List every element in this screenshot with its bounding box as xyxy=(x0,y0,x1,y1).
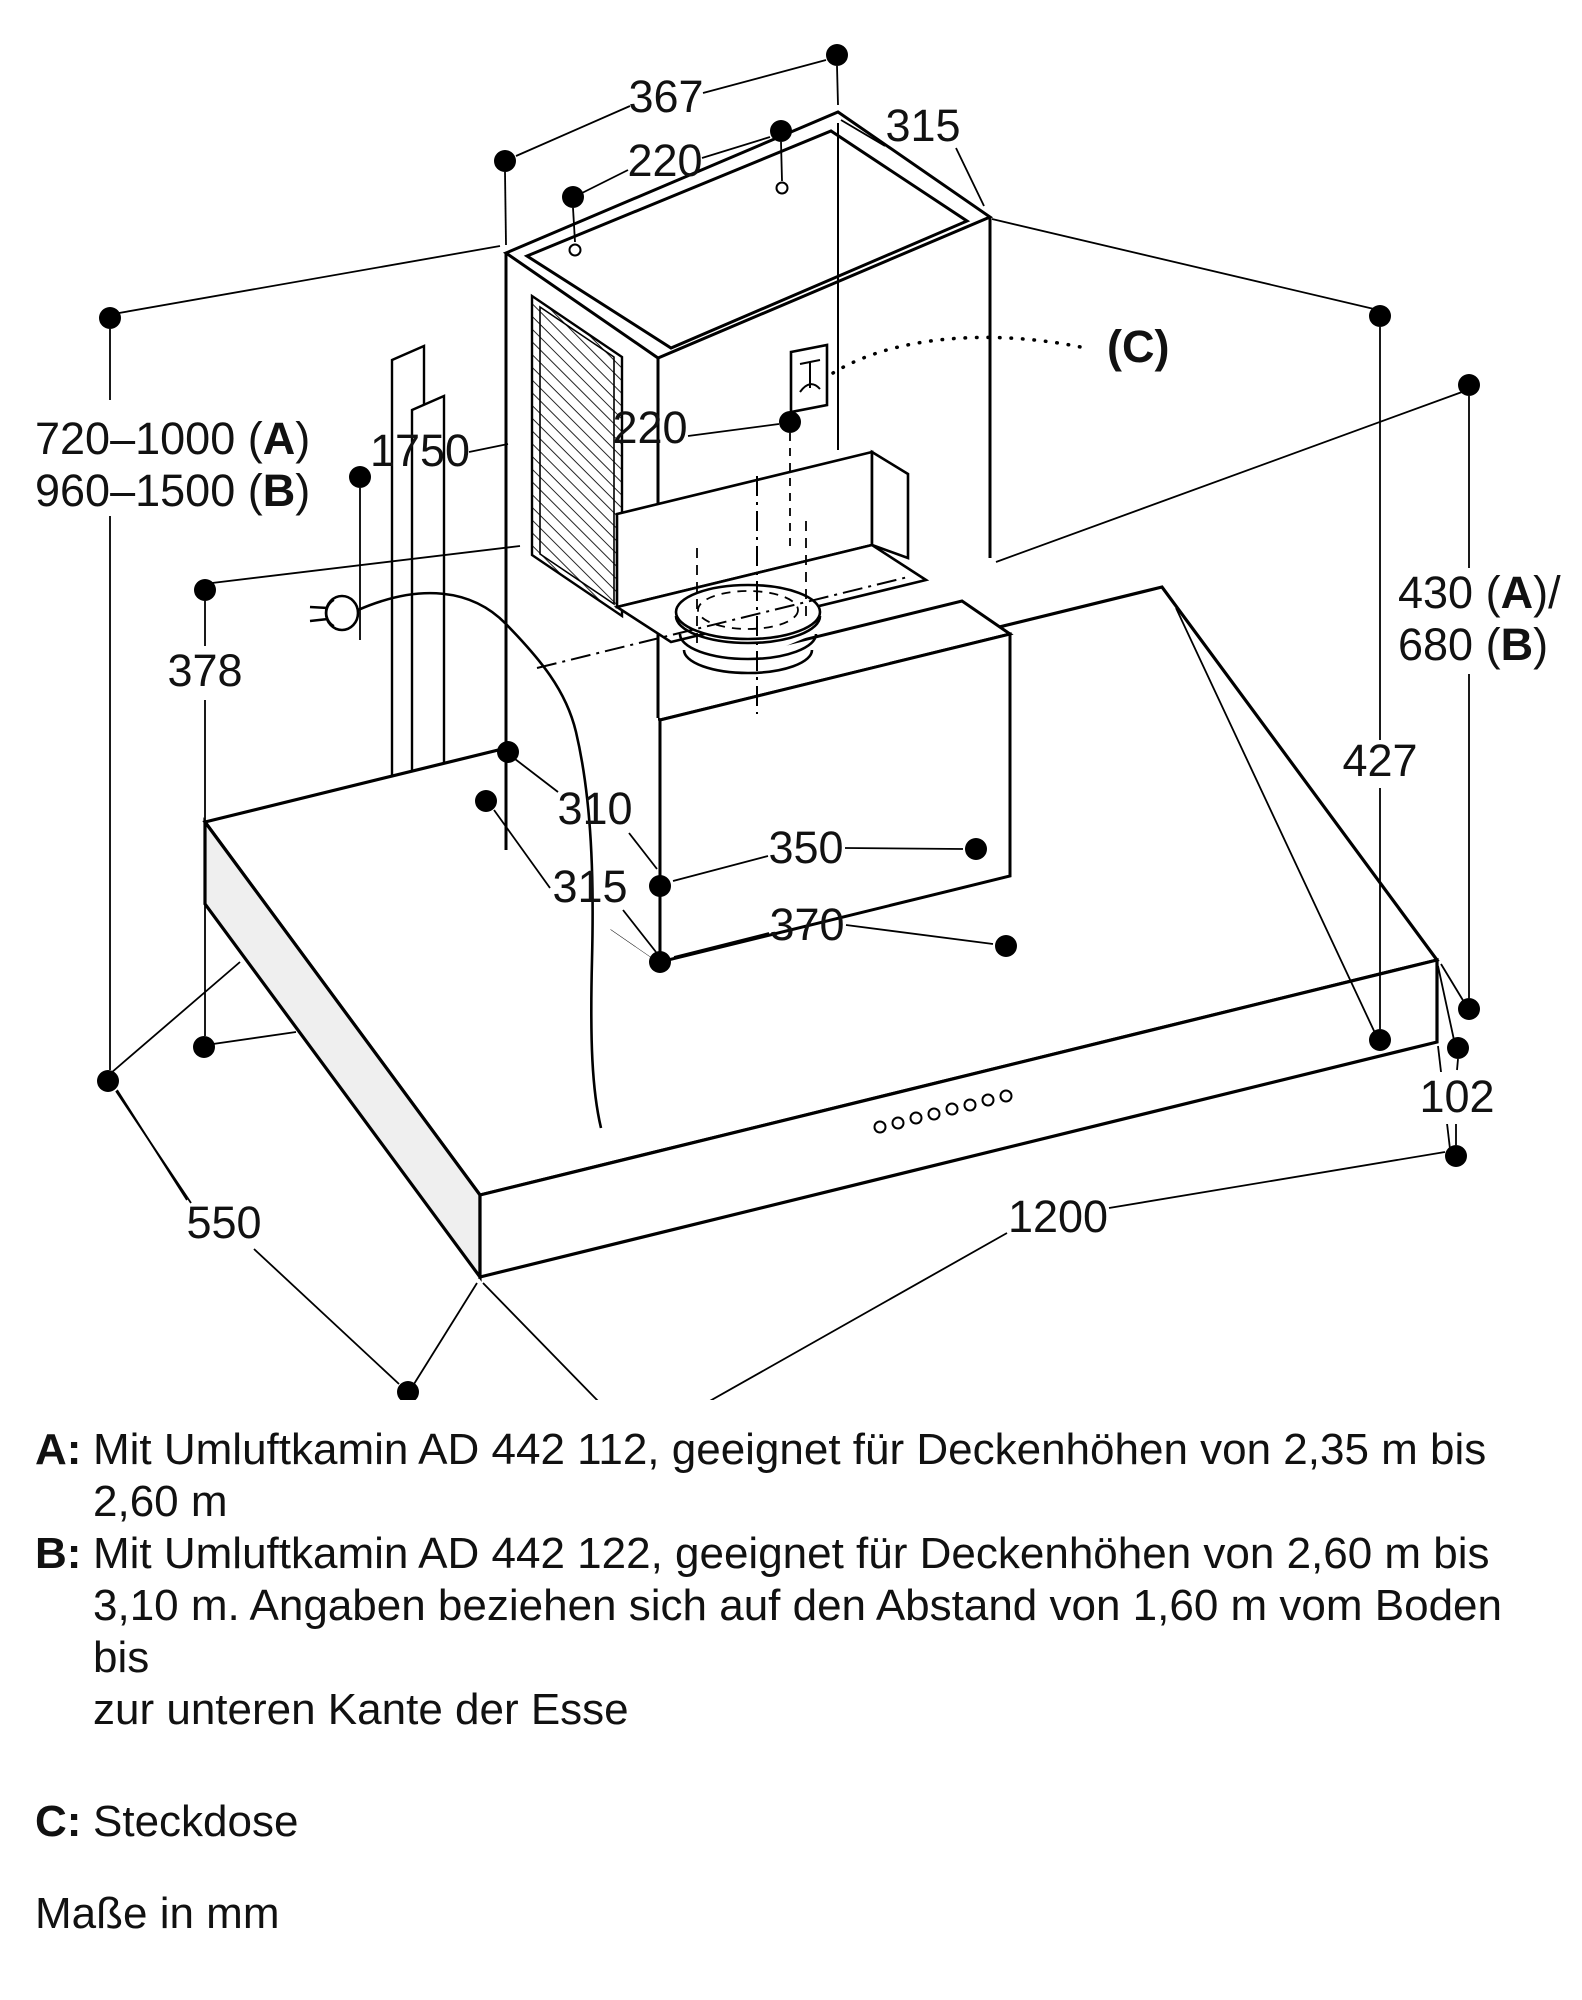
dim-top-holes-label: 220 xyxy=(627,135,703,186)
dim-chimney-b-label: 680 (B) xyxy=(1398,619,1549,670)
note-a-line2: 2,60 m xyxy=(93,1477,228,1526)
dim-dot xyxy=(826,44,848,66)
note-a-label: A: xyxy=(35,1425,82,1474)
power-plug-icon xyxy=(310,596,358,630)
dim-canopy-width-label: 1200 xyxy=(1007,1191,1109,1242)
note-a-line1: Mit Umluftkamin AD 442 112, geeignet für Deckenhöhen von 2,35 m bis xyxy=(93,1425,1487,1474)
dim-lower-depth-label: 315 xyxy=(552,861,628,912)
dim-canopy-height-label: 102 xyxy=(1419,1071,1495,1122)
socket-ref-label: (C) xyxy=(1107,321,1170,372)
dim-dot xyxy=(1458,998,1480,1020)
dim-dot xyxy=(475,790,497,812)
dim-dot xyxy=(99,307,121,329)
dim-dot xyxy=(1458,374,1480,396)
dim-duct-section-height-label: 427 xyxy=(1342,735,1418,786)
dim-dot xyxy=(1447,1037,1469,1059)
rim-hole xyxy=(570,245,581,256)
dim-upper-width-label: 350 xyxy=(768,822,844,873)
note-c-label: C: xyxy=(35,1797,82,1846)
dim-dot xyxy=(1369,1029,1391,1051)
units-note: Maße in mm xyxy=(35,1889,280,1938)
note-b xyxy=(35,1528,1555,1736)
dim-range-b-label: 960–1500 (B) xyxy=(35,465,311,516)
dim-cord-height-label: 378 xyxy=(167,645,243,696)
dim-dot xyxy=(349,466,371,488)
dim-canopy-depth-label: 550 xyxy=(186,1197,262,1248)
dim-lower-width-label: 370 xyxy=(769,899,845,950)
note-a xyxy=(35,1424,1555,1528)
dim-dot xyxy=(97,1070,119,1092)
note-c-text: Steckdose xyxy=(93,1797,299,1846)
socket-pictogram-icon xyxy=(791,345,827,412)
dim-dot xyxy=(649,875,671,897)
dim-dot xyxy=(494,150,516,172)
dim-dot xyxy=(397,1381,419,1400)
footnotes xyxy=(35,1424,1555,1940)
note-b-line3: zur unteren Kante der Esse xyxy=(93,1685,629,1734)
rim-hole xyxy=(777,183,788,194)
dim-dot xyxy=(562,186,584,208)
dim-dot xyxy=(497,741,519,763)
dim-bracket-height-label: 1750 xyxy=(369,425,471,476)
dim-dot xyxy=(770,120,792,142)
note-b-line2: 3,10 m. Angaben beziehen sich auf den Abstand von 1,60 m vom Boden bis xyxy=(93,1581,1502,1682)
dim-dot xyxy=(779,411,801,433)
note-b-label: B: xyxy=(35,1529,82,1578)
note-c xyxy=(35,1796,1555,1848)
dim-duct-holes-label: 220 xyxy=(612,402,688,453)
dim-dot xyxy=(649,951,671,973)
dim-upper-depth-label: 310 xyxy=(557,783,633,834)
dim-dot xyxy=(1445,1145,1467,1167)
dim-chimney-a-label: 430 (A)/ xyxy=(1398,567,1561,618)
dim-top-width-label: 367 xyxy=(628,71,704,122)
dim-dot xyxy=(194,579,216,601)
dim-dot xyxy=(1369,305,1391,327)
dim-dot xyxy=(193,1036,215,1058)
dim-dot xyxy=(995,935,1017,957)
dim-range-a-label: 720–1000 (A) xyxy=(35,413,311,464)
dim-top-depth-label: 315 xyxy=(885,100,961,151)
dim-dot xyxy=(965,838,987,860)
note-b-line1: Mit Umluftkamin AD 442 122, geeignet für Deckenhöhen von 2,60 m bis xyxy=(93,1529,1490,1578)
